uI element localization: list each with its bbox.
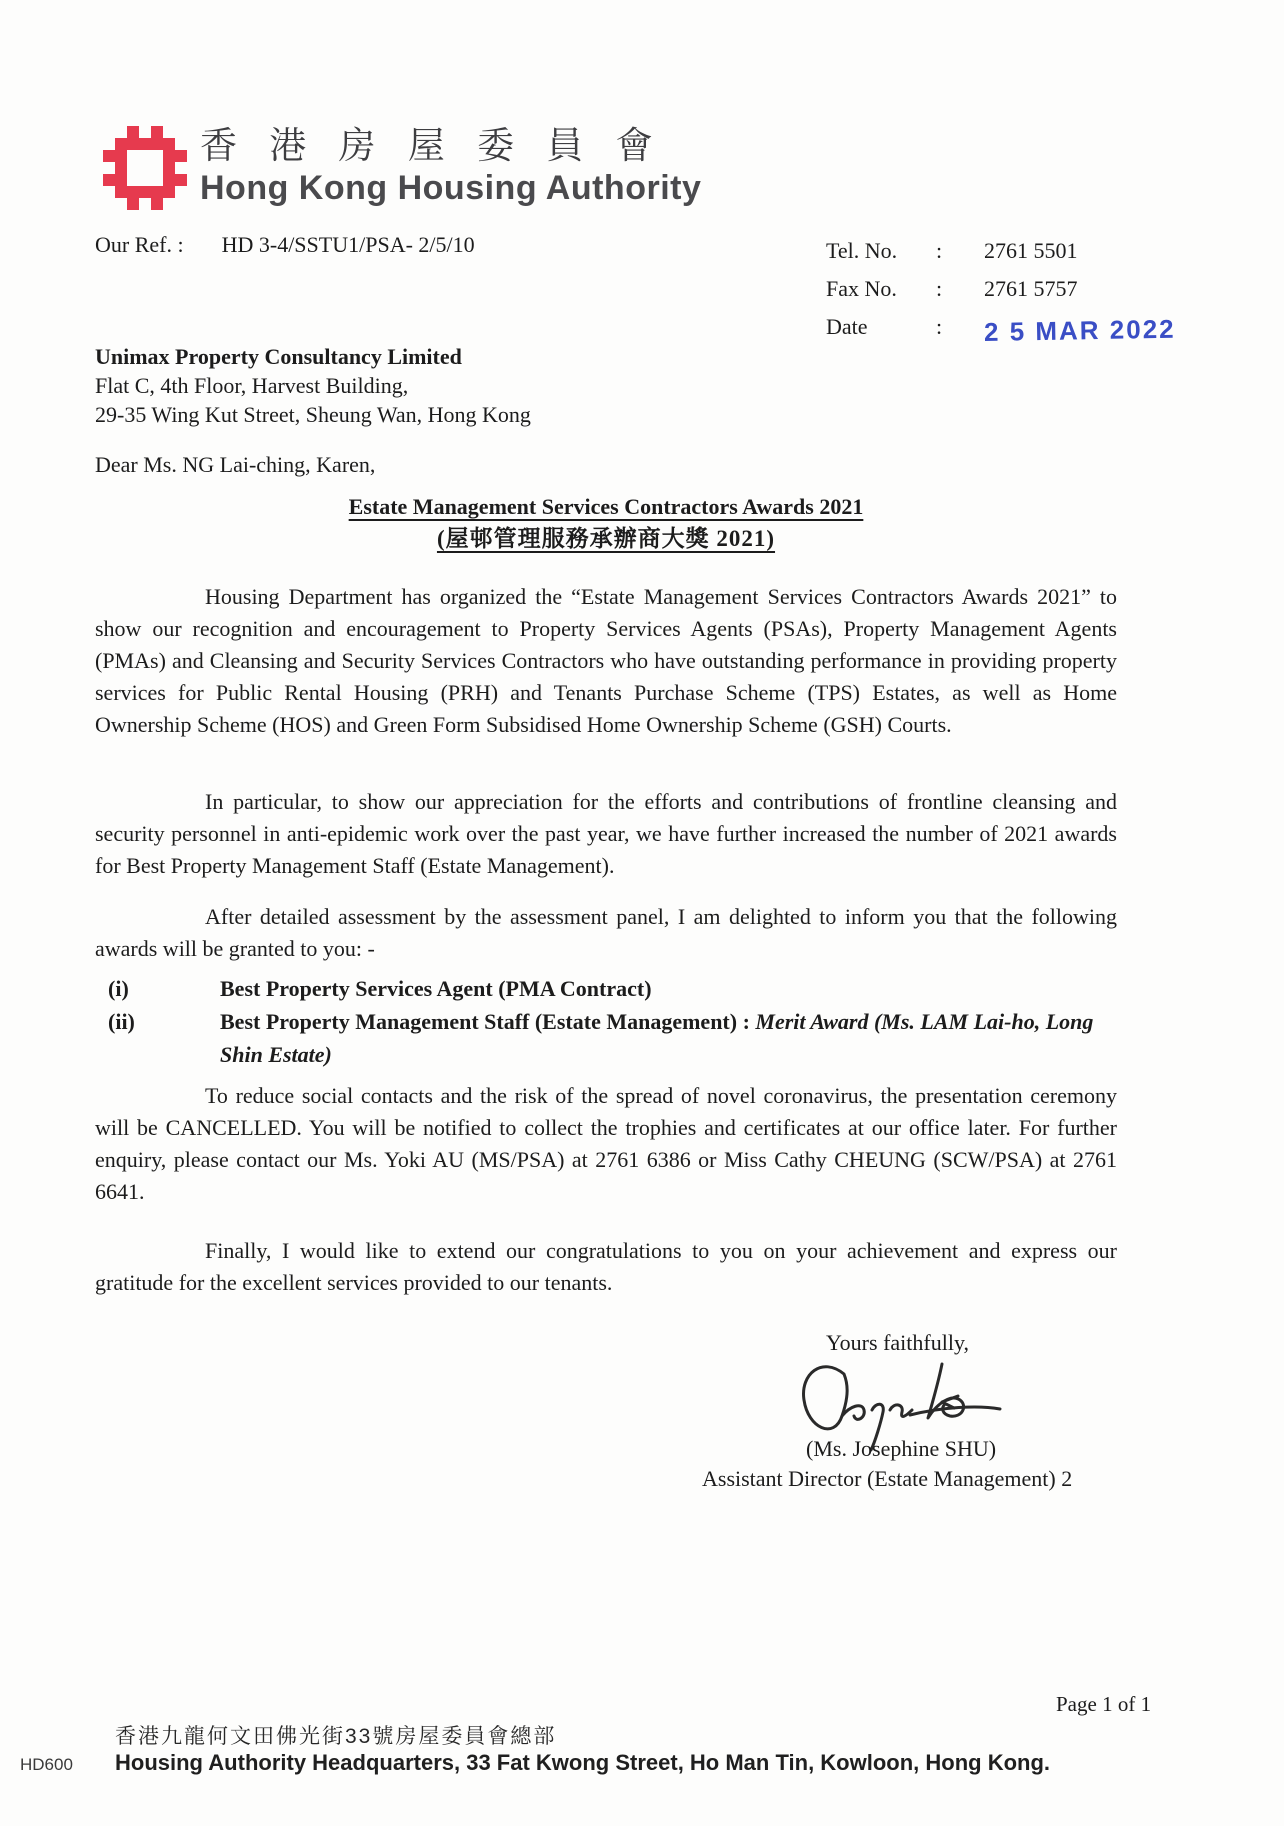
fax-label: Fax No. [826, 276, 897, 301]
paragraph-1: Housing Department has organized the “Estate Management Services Contractors Awards 2021” to show our recognition and encouragement to Property Services Agents (PSAs), Property Management Agents (PMAs) and Cleansing and Security Services Contractors who have outstanding performance in providing property services for Public Rental Housing (PRH) and Tenants Purchase Scheme (TPS) Estates, as well as Home Ownership Scheme (HOS) and Green Form Subsidised Home Ownership Scheme (GSH) Courts. [95, 584, 1117, 737]
logo-chinese-name: 香 港 房 屋 委 員 會 [200, 125, 664, 166]
date-stamp: 2 5 MAR 2022 [983, 313, 1176, 347]
logo-english-name: Hong Kong Housing Authority [200, 169, 702, 207]
paragraph-4: To reduce social contacts and the risk of the spread of novel coronavirus, the presentation ceremony will be CANCELLED. You will be notified to collect the trophies and certificates at our office later. For further enquiry, please contact our Ms. Yoki AU (MS/PSA) at 2761 6386 or Miss Cathy CHEUNG (SCW/PSA) at 2761 6641. [95, 1083, 1117, 1204]
subject-chinese: (屋邨管理服務承辦商大獎 2021) [436, 526, 776, 551]
subject-english: Estate Management Services Contractors Awards 2021 [348, 494, 864, 519]
hkha-logo-icon [103, 126, 187, 215]
award-2-detail: Merit Award (Ms. LAM Lai-ho, Long Shin Estate) [220, 1009, 1094, 1067]
tel-colon: : [936, 238, 943, 263]
tel-row [826, 238, 1176, 276]
paragraph-5: Finally, I would like to extend our congratulations to you on your achievement and express our gratitude for the excellent services provided to our tenants. [95, 1238, 1117, 1295]
contact-block [826, 238, 1176, 352]
date-colon: : [936, 314, 943, 339]
fax-row [826, 276, 1176, 314]
award-item-1 [95, 972, 1117, 1005]
footer-address-chinese: 香港九龍何文田佛光街33號房屋委員會總部 [115, 1725, 557, 1748]
paragraph-2: In particular, to show our appreciation for the efforts and contributions of frontline cleansing and security personnel in anti-epidemic work over the past year, we have further increased the number of 2021 awards for Best Property Management Staff (Estate Management). [95, 789, 1117, 878]
tel-value: 2761 5501 [984, 238, 1078, 263]
our-ref-value: HD 3-4/SSTU1/PSA- 2/5/10 [221, 232, 475, 257]
date-row [826, 314, 1176, 352]
valediction: Yours faithfully, [826, 1330, 970, 1355]
signer-name: (Ms. Josephine SHU) [806, 1436, 997, 1461]
fax-colon: : [936, 276, 943, 301]
recipient-address-line1: Flat C, 4th Floor, Harvest Building, [95, 373, 409, 398]
award-1-index: (i) [108, 976, 129, 1001]
salutation: Dear Ms. NG Lai-ching, Karen, [95, 452, 376, 477]
logo-wordmark [200, 124, 701, 208]
award-item-2 [95, 1005, 1117, 1071]
recipient-address-line2: 29-35 Wing Kut Street, Sheung Wan, Hong Kong [95, 402, 531, 427]
recipient-address [95, 342, 531, 429]
form-code: HD600 [20, 1755, 73, 1774]
recipient-name: Unimax Property Consultancy Limited [95, 344, 462, 369]
subject-block [95, 492, 1117, 556]
our-ref-label: Our Ref. : [95, 232, 184, 257]
our-ref-line [95, 232, 475, 258]
award-1-title: Best Property Services Agent (PMA Contract) [220, 976, 652, 1001]
award-2-title: Best Property Management Staff (Estate Management) : [220, 1009, 750, 1034]
page-number: Page 1 of 1 [1056, 1692, 1152, 1716]
award-2-index: (ii) [108, 1009, 135, 1034]
footer-address-english: Housing Authority Headquarters, 33 Fat Kwong Street, Ho Man Tin, Kowloon, Hong Kong. [115, 1750, 1051, 1775]
date-label: Date [826, 314, 868, 339]
signer-title: Assistant Director (Estate Management) 2 [702, 1466, 1073, 1491]
fax-value: 2761 5757 [984, 276, 1078, 301]
paragraph-3: After detailed assessment by the assessment panel, I am delighted to inform you that the following awards will be granted to you: - [95, 904, 1117, 961]
tel-label: Tel. No. [826, 238, 898, 263]
